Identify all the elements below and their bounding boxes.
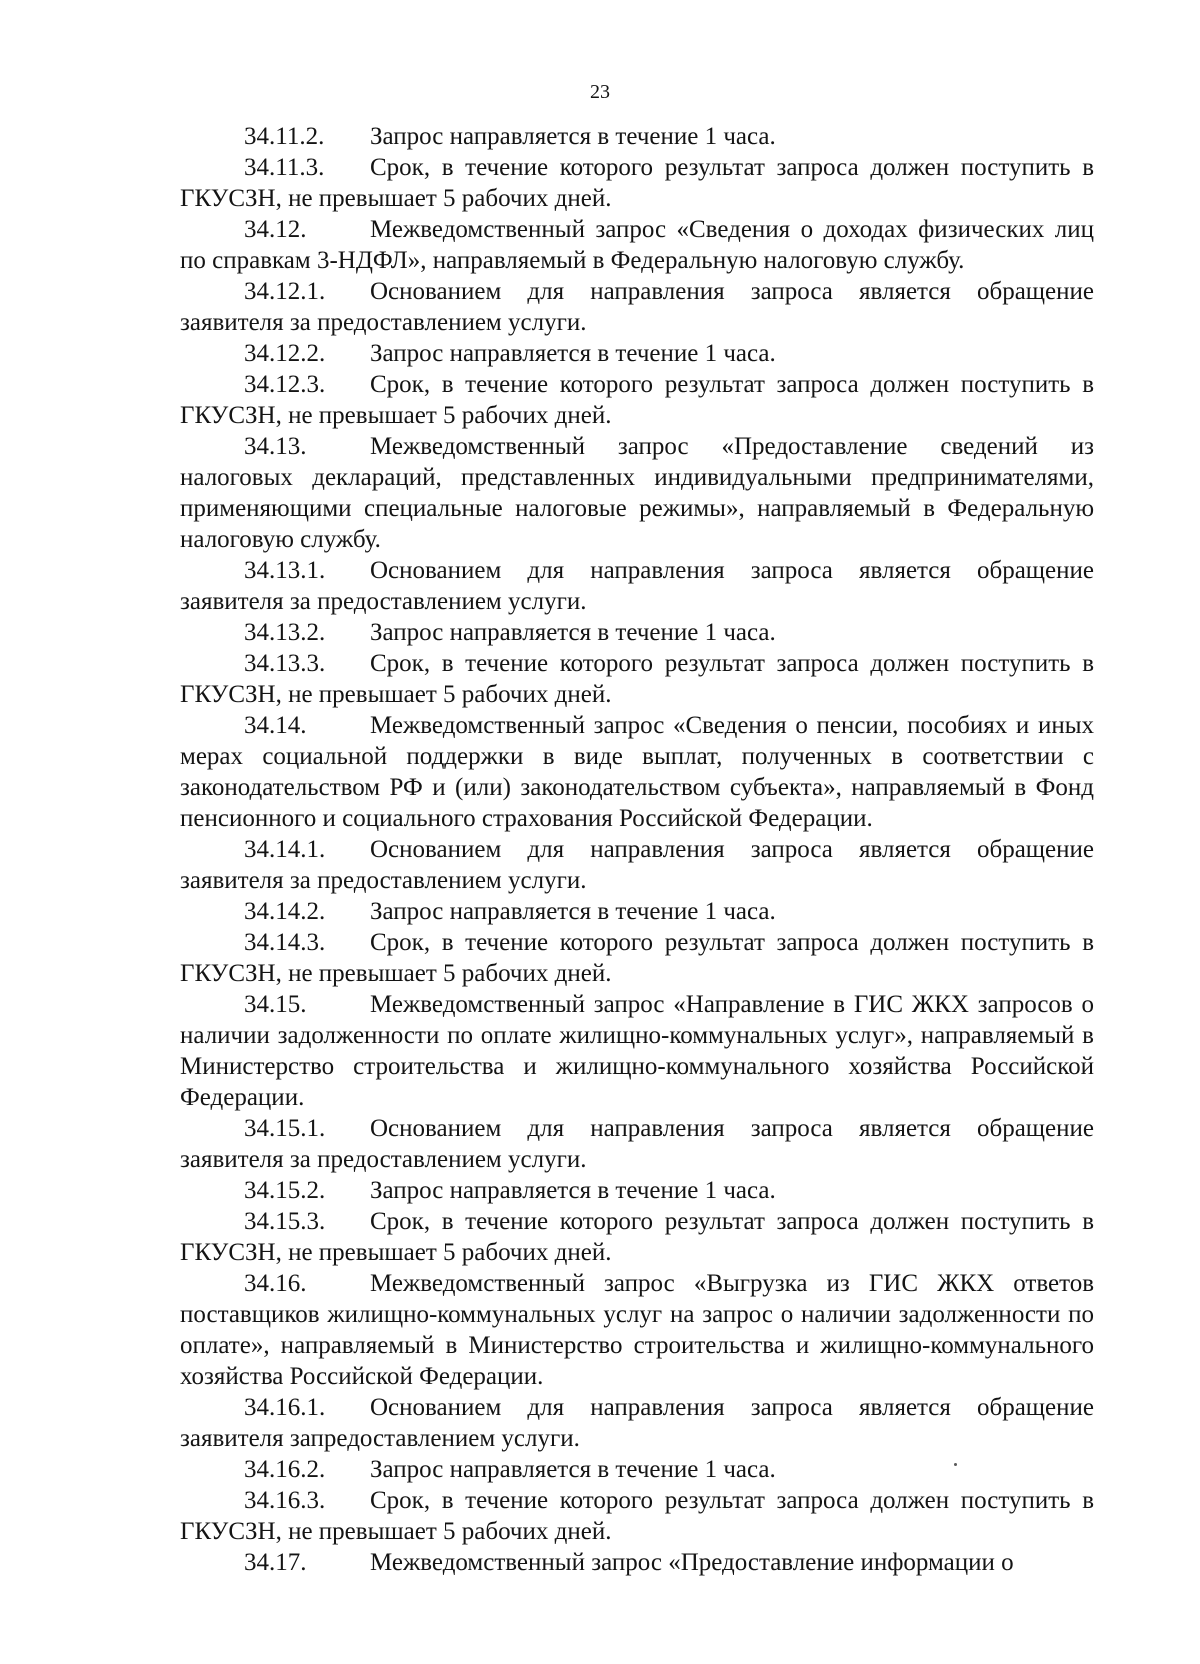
paragraph <box>180 617 1094 648</box>
paragraph <box>180 1268 1094 1392</box>
paragraph <box>180 276 1094 338</box>
paragraph <box>180 927 1094 989</box>
paragraph <box>180 555 1094 617</box>
clause-number: 34.16. <box>244 1270 307 1297</box>
clause-text: Основанием для направления запроса является обращение заявителя за предоставлением услуги. <box>180 836 1094 894</box>
clause-text: Срок, в течение которого результат запроса должен поступить в ГКУСЗН, не превышает 5 рабочих дней. <box>180 154 1094 212</box>
clause-number: 34.13.1. <box>244 557 326 584</box>
clause-number: 34.16.2. <box>244 1456 326 1483</box>
paragraph <box>180 989 1094 1113</box>
paragraph <box>180 710 1094 834</box>
clause-number: 34.15.3. <box>244 1208 326 1235</box>
scan-speck <box>954 1463 957 1466</box>
clause-text: Запрос направляется в течение 1 часа. <box>370 123 776 150</box>
paragraph <box>180 1485 1094 1547</box>
clause-text: Основанием для направления запроса является обращение заявителя за предоставлением услуги. <box>180 1115 1094 1173</box>
clause-text: Запрос направляется в течение 1 часа. <box>370 340 776 367</box>
clause-text: Запрос направляется в течение 1 часа. <box>370 1456 776 1483</box>
clause-text: Срок, в течение которого результат запроса должен поступить в ГКУСЗН, не превышает 5 рабочих дней. <box>180 371 1094 429</box>
clause-text: Межведомственный запрос «Предоставление информации о <box>370 1549 1014 1576</box>
clause-text: Запрос направляется в течение 1 часа. <box>370 898 776 925</box>
clause-text: Запрос направляется в течение 1 часа. <box>370 619 776 646</box>
paragraph <box>180 834 1094 896</box>
clause-text: Запрос направляется в течение 1 часа. <box>370 1177 776 1204</box>
clause-number: 34.14.1. <box>244 836 326 863</box>
clause-number: 34.17. <box>244 1549 307 1576</box>
clause-number: 34.15.1. <box>244 1115 326 1142</box>
paragraph <box>180 1206 1094 1268</box>
clause-number: 34.12. <box>244 216 307 243</box>
clause-number: 34.14. <box>244 712 307 739</box>
clause-number: 34.15.2. <box>244 1177 326 1204</box>
clause-text: Межведомственный запрос «Выгрузка из ГИС ЖКХ ответов поставщиков жилищно-коммунальных услуг на запрос о наличии задолженности по оплате», направляемый в Министерство строительства и жилищно-коммунального хозяйства Российской Федерации. <box>180 1270 1094 1390</box>
document-body <box>180 121 1094 1578</box>
clause-number: 34.16.1. <box>244 1394 326 1421</box>
clause-text: Основанием для направления запроса является обращение заявителя за предоставлением услуги. <box>180 278 1094 336</box>
clause-text: Межведомственный запрос «Сведения о доходах физических лиц по справкам 3-НДФЛ», направляемый в Федеральную налоговую службу. <box>180 216 1094 274</box>
paragraph <box>180 648 1094 710</box>
paragraph <box>180 338 1094 369</box>
clause-number: 34.11.3. <box>244 154 325 181</box>
paragraph <box>180 896 1094 927</box>
clause-text: Основанием для направления запроса является обращение заявителя запредоставлением услуги. <box>180 1394 1094 1452</box>
clause-text: Межведомственный запрос «Сведения о пенсии, пособиях и иных мерах социальной поддержки в виде выплат, полученных в соответствии с законодательством РФ и (или) законодательством субъекта», направляемый в Фонд пенсионного и социального страхования Российской Федерации. <box>180 712 1094 832</box>
clause-text: Основанием для направления запроса является обращение заявителя за предоставлением услуги. <box>180 557 1094 615</box>
paragraph <box>180 121 1094 152</box>
clause-text: Межведомственный запрос «Предоставление сведений из налоговых деклараций, представленных индивидуальными предпринимателями, применяющими специальные налоговые режимы», направляемый в Федеральную налоговую службу. <box>180 433 1094 553</box>
clause-text: Межведомственный запрос «Направление в ГИС ЖКХ запросов о наличии задолженности по оплате жилищно-коммунальных услуг», направляемый в Министерство строительства и жилищно-коммунального хозяйства Российской Федерации. <box>180 991 1094 1111</box>
paragraph <box>180 1113 1094 1175</box>
clause-number: 34.14.2. <box>244 898 326 925</box>
paragraph <box>180 1392 1094 1454</box>
clause-text: Срок, в течение которого результат запроса должен поступить в ГКУСЗН, не превышает 5 рабочих дней. <box>180 650 1094 708</box>
clause-number: 34.12.3. <box>244 371 326 398</box>
paragraph <box>180 1454 1094 1485</box>
clause-number: 34.14.3. <box>244 929 326 956</box>
paragraph <box>180 431 1094 555</box>
clause-number: 34.16.3. <box>244 1487 326 1514</box>
clause-text: Срок, в течение которого результат запроса должен поступить в ГКУСЗН, не превышает 5 рабочих дней. <box>180 929 1094 987</box>
paragraph <box>180 1175 1094 1206</box>
paragraph <box>180 369 1094 431</box>
clause-number: 34.11.2. <box>244 123 325 150</box>
page-number: 23 <box>590 81 610 103</box>
clause-number: 34.12.1. <box>244 278 326 305</box>
paragraph <box>180 214 1094 276</box>
paragraph <box>180 152 1094 214</box>
clause-number: 34.12.2. <box>244 340 326 367</box>
clause-number: 34.15. <box>244 991 307 1018</box>
paragraph <box>180 1547 1094 1578</box>
clause-number: 34.13.3. <box>244 650 326 677</box>
clause-text: Срок, в течение которого результат запроса должен поступить в ГКУСЗН, не превышает 5 рабочих дней. <box>180 1487 1094 1545</box>
clause-text: Срок, в течение которого результат запроса должен поступить в ГКУСЗН, не превышает 5 рабочих дней. <box>180 1208 1094 1266</box>
clause-number: 34.13. <box>244 433 307 460</box>
clause-number: 34.13.2. <box>244 619 326 646</box>
